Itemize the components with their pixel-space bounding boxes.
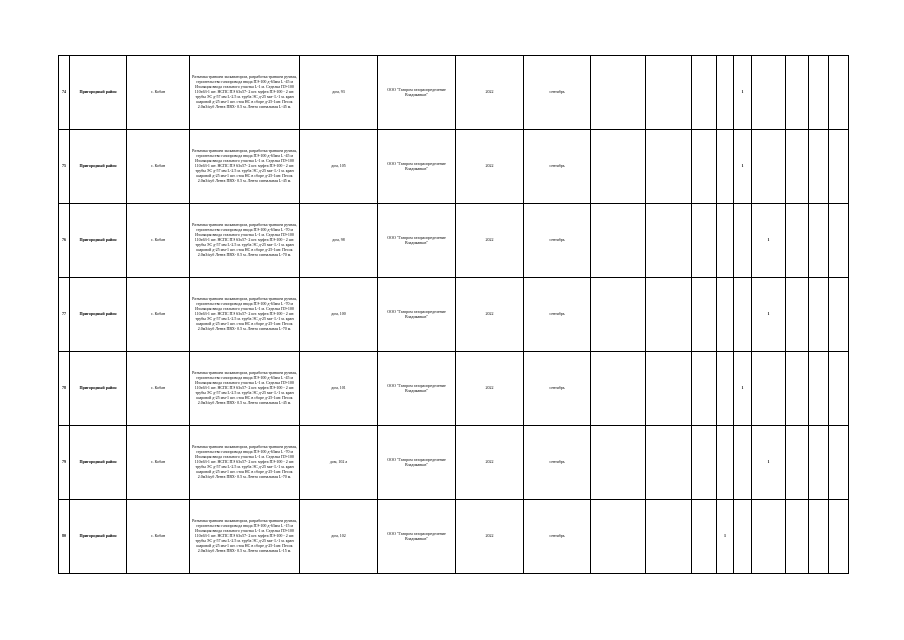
empty-cell — [809, 500, 829, 574]
empty-cell — [692, 352, 717, 426]
empty-cell — [734, 426, 752, 500]
empty-cell — [692, 56, 717, 130]
empty-cell — [692, 130, 717, 204]
empty-cell — [829, 500, 849, 574]
house-cell: дом, 101 — [300, 352, 378, 426]
year-cell: 2022 — [456, 56, 524, 130]
district-cell: Пригородный район — [70, 56, 127, 130]
empty-cell — [829, 130, 849, 204]
work-description-cell: Разъемка траншеи экскаватором, разработка траншеи ручная, строительство газопровода ввода ПЭ-100 д-63мм L -45 м Изоляция ввода стального участка L-1 м. Седелка ПЭ-100 110х63-1 шт. НСПС ПЭ 63х57- 2 шт. муфта ПЭ-100 - 2 шт. трубы ЭС д-57 мм L-2.5 м. труба ЭС д-25 мм- L-1 м. кран шаровой д-25 мм-1 шт. стоя НС в сборе д-25-1шт. Песок 2.0м3/куб Лента ПВХ- 0.5 м. Лента сигнальная L-45 м. — [190, 352, 300, 426]
organization-cell: ООО "Газпром газораспределение Владикавказ" — [378, 278, 456, 352]
count-mark-cell: 1 — [734, 130, 752, 204]
empty-cell — [829, 426, 849, 500]
table-row — [59, 56, 849, 130]
empty-cell — [734, 500, 752, 574]
year-cell: 2022 — [456, 204, 524, 278]
year-cell: 2022 — [456, 278, 524, 352]
month-cell: сентябрь — [524, 204, 591, 278]
empty-cell — [809, 56, 829, 130]
empty-cell — [591, 56, 646, 130]
house-cell: дом, 98 — [300, 204, 378, 278]
table-body — [59, 56, 849, 574]
empty-cell — [734, 278, 752, 352]
count-mark-cell: 1 — [752, 204, 786, 278]
empty-cell — [786, 204, 809, 278]
organization-cell: ООО "Газпром газораспределение Владикавказ" — [378, 56, 456, 130]
organization-cell: ООО "Газпром газораспределение Владикавказ" — [378, 426, 456, 500]
empty-cell — [809, 130, 829, 204]
empty-cell — [786, 352, 809, 426]
organization-cell: ООО "Газпром газораспределение Владикавказ" — [378, 500, 456, 574]
empty-cell — [809, 204, 829, 278]
month-cell: сентябрь — [524, 278, 591, 352]
work-description-cell: Разъемка траншеи экскаватором, разработка траншеи ручная, строительство газопровода ввода ПЭ-100 д-63мм L -70 м Изоляция ввода стального участка L-1 м. Седелка ПЭ-100 110х63-1 шт. НСПС ПЭ 63х57- 2 шт. муфта ПЭ-100 - 2 шт. трубы ЭС д-57 мм L-2.5 м. труба ЭС д-25 мм- L-1 м. кран шаровой д-25 мм-1 шт. стоя НС в сборе д-25-1шт. Песок 2.0м3/куб Лента ПВХ- 0.5 м. Лента сигнальная L-70 м. — [190, 204, 300, 278]
month-cell: сентябрь — [524, 56, 591, 130]
empty-cell — [786, 278, 809, 352]
empty-cell — [786, 56, 809, 130]
table-row — [59, 278, 849, 352]
empty-cell — [646, 278, 692, 352]
district-cell: Пригородный район — [70, 278, 127, 352]
village-cell: с. Кобан — [127, 352, 190, 426]
empty-cell — [717, 130, 734, 204]
house-cell: дом, 100 — [300, 278, 378, 352]
empty-cell — [591, 278, 646, 352]
empty-cell — [646, 56, 692, 130]
row-number: 80 — [59, 500, 70, 574]
district-cell: Пригородный район — [70, 500, 127, 574]
work-description-cell: Разъемка траншеи экскаватором, разработка траншеи ручная, строительство газопровода ввода ПЭ-100 д-63мм L -70 м Изоляция ввода стального участка L-1 м. Седелка ПЭ-100 110х63-1 шт. НСПС ПЭ 63х57- 2 шт. муфта ПЭ-100 - 2 шт. трубы ЭС д-57 мм L-2.5 м. труба ЭС д-25 мм- L-1 м. кран шаровой д-25 мм-1 шт. стоя НС в сборе д-25-1шт. Песок 2.0м3/куб Лента ПВХ- 0.5 м. Лента сигнальная L-70 м. — [190, 426, 300, 500]
empty-cell — [809, 278, 829, 352]
house-cell: дом, 102 — [300, 500, 378, 574]
district-cell: Пригородный район — [70, 204, 127, 278]
row-number: 77 — [59, 278, 70, 352]
empty-cell — [786, 426, 809, 500]
year-cell: 2022 — [456, 426, 524, 500]
village-cell: с. Кобан — [127, 130, 190, 204]
empty-cell — [829, 204, 849, 278]
organization-cell: ООО "Газпром газораспределение Владикавказ" — [378, 204, 456, 278]
empty-cell — [717, 56, 734, 130]
empty-cell — [829, 278, 849, 352]
empty-cell — [692, 278, 717, 352]
village-cell: с. Кобан — [127, 278, 190, 352]
work-description-cell: Разъемка траншеи экскаватором, разработка траншеи ручная, строительство газопровода ввода ПЭ-100 д-63мм L -45 м Изоляция ввода стального участка L-1 м. Седелка ПЭ-100 110х63-1 шт. НСПС ПЭ 63х57- 2 шт. муфта ПЭ-100 - 2 шт. трубы ЭС д-57 мм L-2.5 м. труба ЭС д-25 мм- L-1 м. кран шаровой д-25 мм-1 шт. стоя НС в сборе д-25-1шт. Песок 2.0м3/куб Лента ПВХ- 0.5 м. Лента сигнальная L-45 м. — [190, 56, 300, 130]
house-cell: дом, 105 — [300, 130, 378, 204]
empty-cell — [829, 352, 849, 426]
month-cell: сентябрь — [524, 500, 591, 574]
empty-cell — [734, 204, 752, 278]
month-cell: сентябрь — [524, 352, 591, 426]
organization-cell: ООО "Газпром газораспределение Владикавказ" — [378, 352, 456, 426]
count-mark-cell: 1 — [734, 352, 752, 426]
village-cell: с. Кобан — [127, 500, 190, 574]
empty-cell — [646, 426, 692, 500]
house-cell: дом, 93 — [300, 56, 378, 130]
empty-cell — [829, 56, 849, 130]
empty-cell — [752, 56, 786, 130]
empty-cell — [809, 352, 829, 426]
row-number: 74 — [59, 56, 70, 130]
empty-cell — [646, 352, 692, 426]
row-number: 76 — [59, 204, 70, 278]
work-description-cell: Разъемка траншеи экскаватором, разработка траншеи ручная, строительство газопровода ввода ПЭ-100 д-63мм L -15 м Изоляция ввода стального участка L-1 м. Седелка ПЭ-100 110х63-1 шт. НСПС ПЭ 63х57- 2 шт. муфта ПЭ-100 - 2 шт. трубы ЭС д-57 мм L-2.5 м. труба ЭС д-25 мм- L-1 м. кран шаровой д-25 мм-1 шт. стоя НС в сборе д-25-1шт. Песок 2.0м3/куб Лента ПВХ- 0.5 м. Лента сигнальная L-15 м. — [190, 500, 300, 574]
work-description-cell: Разъемка траншеи экскаватором, разработка траншеи ручная, строительство газопровода ввода ПЭ-100 д-63мм L -70 м Изоляция ввода стального участка L-1 м. Седелка ПЭ-100 110х63-1 шт. НСПС ПЭ 63х57- 2 шт. муфта ПЭ-100 - 2 шт. трубы ЭС д-57 мм L-2.5 м. труба ЭС д-25 мм- L-1 м. кран шаровой д-25 мм-1 шт. стоя НС в сборе д-25-1шт. Песок 2.0м3/куб Лента ПВХ- 0.5 м. Лента сигнальная L-70 м. — [190, 278, 300, 352]
village-cell: с. Кобан — [127, 204, 190, 278]
empty-cell — [717, 278, 734, 352]
month-cell: сентябрь — [524, 130, 591, 204]
month-cell: сентябрь — [524, 426, 591, 500]
count-mark-cell: 1 — [717, 500, 734, 574]
year-cell: 2022 — [456, 352, 524, 426]
empty-cell — [809, 426, 829, 500]
row-number: 78 — [59, 352, 70, 426]
year-cell: 2022 — [456, 130, 524, 204]
empty-cell — [646, 204, 692, 278]
empty-cell — [752, 500, 786, 574]
empty-cell — [646, 500, 692, 574]
empty-cell — [591, 204, 646, 278]
empty-cell — [591, 130, 646, 204]
empty-cell — [786, 130, 809, 204]
empty-cell — [646, 130, 692, 204]
district-cell: Пригородный район — [70, 352, 127, 426]
table-row — [59, 352, 849, 426]
empty-cell — [717, 352, 734, 426]
count-mark-cell: 1 — [734, 56, 752, 130]
empty-cell — [717, 204, 734, 278]
table-row — [59, 204, 849, 278]
empty-cell — [591, 352, 646, 426]
row-number: 79 — [59, 426, 70, 500]
empty-cell — [752, 352, 786, 426]
table-row — [59, 426, 849, 500]
table-row — [59, 500, 849, 574]
work-description-cell: Разъемка траншеи экскаватором, разработка траншеи ручная, строительство газопровода ввода ПЭ-100 д-63мм L -45 м Изоляция ввода стального участка L-1 м. Седелка ПЭ-100 110х63-1 шт. НСПС ПЭ 63х57- 2 шт. муфта ПЭ-100 - 2 шт. трубы ЭС д-57 мм L-2.5 м. труба ЭС д-25 мм- L-1 м. кран шаровой д-25 мм-1 шт. стоя НС в сборе д-25-1шт. Песок 2.0м3/куб Лента ПВХ- 0.5 м. Лента сигнальная L-45 м. — [190, 130, 300, 204]
empty-cell — [591, 500, 646, 574]
district-cell: Пригородный район — [70, 426, 127, 500]
count-mark-cell: 1 — [752, 426, 786, 500]
count-mark-cell: 1 — [752, 278, 786, 352]
empty-cell — [786, 500, 809, 574]
house-cell: дом, 102 а — [300, 426, 378, 500]
empty-cell — [692, 204, 717, 278]
organization-cell: ООО "Газпром газораспределение Владикавказ" — [378, 130, 456, 204]
table-row — [59, 130, 849, 204]
district-cell: Пригородный район — [70, 130, 127, 204]
village-cell: с. Кобан — [127, 426, 190, 500]
empty-cell — [692, 500, 717, 574]
works-table — [58, 55, 849, 574]
year-cell: 2022 — [456, 500, 524, 574]
empty-cell — [717, 426, 734, 500]
village-cell: с. Кобан — [127, 56, 190, 130]
empty-cell — [591, 426, 646, 500]
document-page — [58, 55, 849, 574]
row-number: 75 — [59, 130, 70, 204]
empty-cell — [752, 130, 786, 204]
empty-cell — [692, 426, 717, 500]
